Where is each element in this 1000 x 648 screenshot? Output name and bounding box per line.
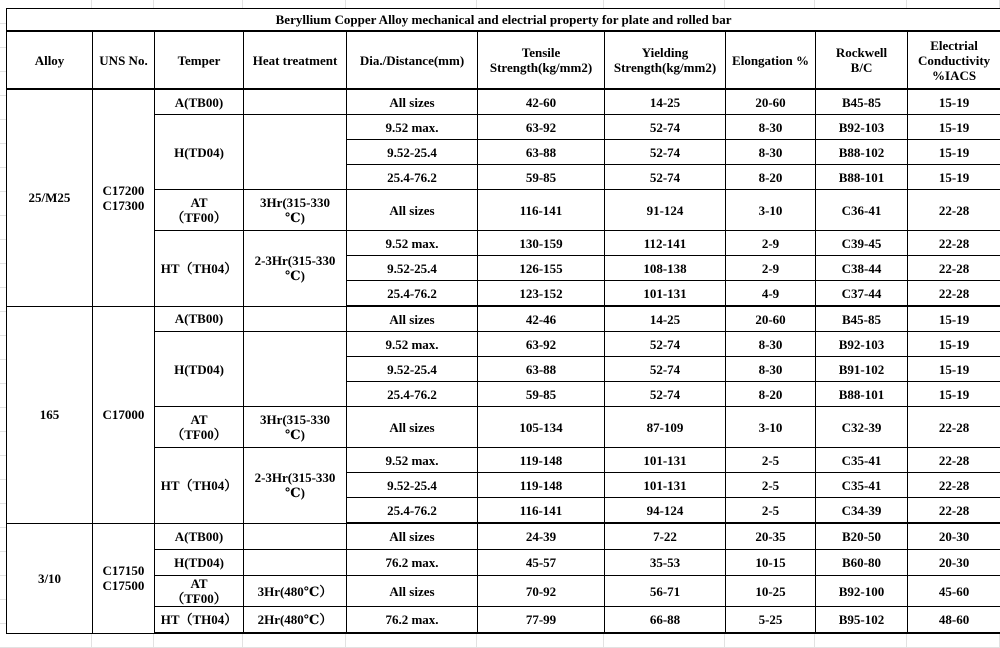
temper-line1: AT	[155, 195, 243, 210]
cell-conductivity: 15-19	[908, 382, 1000, 407]
cell-dia-distance: All sizes	[347, 190, 478, 231]
header-row	[7, 31, 1000, 89]
cell-conductivity: 22-28	[908, 407, 1000, 448]
cell-heat-treatment	[244, 407, 347, 448]
cell-yielding: 94-124	[605, 498, 726, 524]
cell-rockwell: B60-80	[816, 550, 908, 576]
cell-temper	[155, 607, 244, 634]
cell-rockwell: C32-39	[816, 407, 908, 448]
cell-uns	[93, 523, 155, 633]
table-row	[7, 190, 1000, 231]
table-row	[7, 306, 1000, 332]
table-row	[7, 89, 1000, 115]
cell-elongation: 2-5	[726, 498, 816, 524]
cell-conductivity: 20-30	[908, 523, 1000, 550]
header-heat-treatment: Heat treatment	[244, 31, 347, 89]
cell-tensile: 116-141	[478, 498, 605, 524]
heat-line1: 3Hr(315-330	[244, 195, 346, 210]
temper-line1: H(TD04)	[155, 362, 243, 377]
cell-elongation: 2-9	[726, 231, 816, 256]
cell-dia-distance: All sizes	[347, 306, 478, 332]
cell-yielding: 52-74	[605, 165, 726, 190]
heat-line2: ℃)	[244, 485, 346, 500]
heat-line2: ℃)	[244, 268, 346, 283]
cell-dia-distance: 9.52 max.	[347, 332, 478, 357]
cell-dia-distance: All sizes	[347, 576, 478, 607]
cell-tensile: 70-92	[478, 576, 605, 607]
uns-line1: C17200	[93, 183, 154, 198]
cell-yielding: 91-124	[605, 190, 726, 231]
cell-alloy: 165	[7, 306, 93, 523]
cell-temper	[155, 407, 244, 448]
cell-heat-treatment	[244, 576, 347, 607]
cell-yielding: 52-74	[605, 357, 726, 382]
uns-line1: C17150	[93, 563, 154, 578]
cell-tensile: 119-148	[478, 448, 605, 473]
heat-line1: 2-3Hr(315-330	[244, 470, 346, 485]
cell-tensile: 123-152	[478, 281, 605, 307]
cell-dia-distance: 9.52-25.4	[347, 140, 478, 165]
header-conductivity-line1: Electrial	[908, 38, 1000, 53]
cell-tensile: 119-148	[478, 473, 605, 498]
cell-dia-distance: 9.52-25.4	[347, 357, 478, 382]
cell-temper	[155, 231, 244, 307]
temper-line1: HT（TH04）	[155, 612, 243, 627]
cell-dia-distance: 9.52 max.	[347, 115, 478, 140]
table-row	[7, 576, 1000, 607]
cell-conductivity: 45-60	[908, 576, 1000, 607]
table-row	[7, 332, 1000, 357]
table-row	[7, 550, 1000, 576]
temper-line1: AT	[155, 412, 243, 427]
cell-heat-treatment	[244, 231, 347, 307]
cell-yielding: 52-74	[605, 332, 726, 357]
cell-rockwell: C39-45	[816, 231, 908, 256]
cell-dia-distance: 25.4-76.2	[347, 281, 478, 307]
temper-line1: HT（TH04）	[155, 261, 243, 276]
cell-heat-treatment	[244, 607, 347, 634]
cell-elongation: 20-60	[726, 89, 816, 115]
cell-tensile: 77-99	[478, 607, 605, 634]
header-conductivity-line2: Conductivity	[908, 53, 1000, 68]
table-row	[7, 523, 1000, 550]
cell-elongation: 20-60	[726, 306, 816, 332]
header-rockwell-line2: B/C	[816, 60, 907, 75]
cell-tensile: 59-85	[478, 382, 605, 407]
cell-conductivity: 15-19	[908, 140, 1000, 165]
cell-tensile: 126-155	[478, 256, 605, 281]
table-row	[7, 407, 1000, 448]
cell-conductivity: 22-28	[908, 256, 1000, 281]
cell-conductivity: 22-28	[908, 231, 1000, 256]
header-rockwell	[816, 31, 908, 89]
cell-elongation: 2-9	[726, 256, 816, 281]
uns-line2: C17500	[93, 578, 154, 593]
cell-yielding: 52-74	[605, 140, 726, 165]
temper-line1: H(TD04)	[155, 555, 243, 570]
heat-line1: 3Hr(315-330	[244, 412, 346, 427]
cell-elongation: 3-10	[726, 190, 816, 231]
temper-line1: AT	[155, 576, 243, 591]
temper-line2: （TF00）	[155, 210, 243, 225]
cell-heat-treatment	[244, 115, 347, 190]
table-row	[7, 231, 1000, 256]
cell-rockwell: B45-85	[816, 89, 908, 115]
cell-dia-distance: 9.52-25.4	[347, 256, 478, 281]
cell-rockwell: B45-85	[816, 306, 908, 332]
property-table	[6, 8, 1000, 634]
cell-heat-treatment	[244, 523, 347, 550]
cell-conductivity: 15-19	[908, 115, 1000, 140]
cell-heat-treatment	[244, 550, 347, 576]
cell-temper	[155, 306, 244, 332]
uns-line1: C17000	[93, 407, 154, 422]
cell-yielding: 52-74	[605, 115, 726, 140]
temper-line1: H(TD04)	[155, 145, 243, 160]
cell-yielding: 87-109	[605, 407, 726, 448]
table-row	[7, 115, 1000, 140]
temper-line1: A(TB00)	[155, 311, 243, 326]
cell-conductivity: 15-19	[908, 165, 1000, 190]
cell-temper	[155, 448, 244, 524]
cell-tensile: 42-46	[478, 306, 605, 332]
cell-dia-distance: 9.52 max.	[347, 448, 478, 473]
header-yielding-line2: Strength(kg/mm2)	[605, 60, 725, 75]
temper-line2: （TF00）	[155, 427, 243, 442]
cell-yielding: 35-53	[605, 550, 726, 576]
header-tensile	[478, 31, 605, 89]
cell-rockwell: C36-41	[816, 190, 908, 231]
cell-conductivity: 20-30	[908, 550, 1000, 576]
cell-tensile: 63-88	[478, 140, 605, 165]
cell-tensile: 105-134	[478, 407, 605, 448]
cell-heat-treatment	[244, 332, 347, 407]
cell-uns	[93, 306, 155, 523]
uns-line2: C17300	[93, 198, 154, 213]
cell-rockwell: C35-41	[816, 448, 908, 473]
header-temper: Temper	[155, 31, 244, 89]
heat-line1: 3Hr(480℃）	[244, 584, 346, 599]
header-conductivity	[908, 31, 1000, 89]
table-row	[7, 448, 1000, 473]
header-conductivity-line3: %IACS	[908, 68, 1000, 83]
cell-temper	[155, 576, 244, 607]
cell-temper	[155, 523, 244, 550]
header-yielding-line1: Yielding	[605, 45, 725, 60]
cell-dia-distance: 76.2 max.	[347, 607, 478, 634]
heat-line1: 2-3Hr(315-330	[244, 253, 346, 268]
table-row	[7, 607, 1000, 634]
header-yielding	[605, 31, 726, 89]
heat-line1: 2Hr(480℃）	[244, 612, 346, 627]
cell-elongation: 2-5	[726, 473, 816, 498]
cell-elongation: 5-25	[726, 607, 816, 634]
cell-temper	[155, 190, 244, 231]
cell-tensile: 63-88	[478, 357, 605, 382]
cell-yielding: 66-88	[605, 607, 726, 634]
heat-line2: ℃)	[244, 210, 346, 225]
cell-alloy: 3/10	[7, 523, 93, 633]
cell-conductivity: 15-19	[908, 332, 1000, 357]
cell-yielding: 52-74	[605, 382, 726, 407]
cell-rockwell: B88-101	[816, 382, 908, 407]
cell-yielding: 7-22	[605, 523, 726, 550]
header-dia-distance: Dia./Distance(mm)	[347, 31, 478, 89]
cell-elongation: 10-25	[726, 576, 816, 607]
cell-conductivity: 22-28	[908, 473, 1000, 498]
cell-heat-treatment	[244, 448, 347, 524]
cell-elongation: 10-15	[726, 550, 816, 576]
cell-elongation: 3-10	[726, 407, 816, 448]
cell-elongation: 2-5	[726, 448, 816, 473]
cell-elongation: 8-20	[726, 382, 816, 407]
cell-yielding: 101-131	[605, 281, 726, 307]
cell-conductivity: 22-28	[908, 448, 1000, 473]
cell-rockwell: C37-44	[816, 281, 908, 307]
cell-elongation: 8-30	[726, 357, 816, 382]
cell-conductivity: 15-19	[908, 357, 1000, 382]
cell-yielding: 101-131	[605, 448, 726, 473]
cell-rockwell: B92-103	[816, 332, 908, 357]
temper-line1: A(TB00)	[155, 95, 243, 110]
cell-yielding: 14-25	[605, 306, 726, 332]
cell-heat-treatment	[244, 190, 347, 231]
header-tensile-line1: Tensile	[478, 45, 604, 60]
cell-heat-treatment	[244, 306, 347, 332]
cell-rockwell: B92-103	[816, 115, 908, 140]
cell-temper	[155, 115, 244, 190]
cell-conductivity: 22-28	[908, 281, 1000, 307]
cell-tensile: 24-39	[478, 523, 605, 550]
cell-elongation: 20-35	[726, 523, 816, 550]
header-alloy: Alloy	[7, 31, 93, 89]
cell-rockwell: B20-50	[816, 523, 908, 550]
cell-dia-distance: 25.4-76.2	[347, 382, 478, 407]
temper-line2: （TF00）	[155, 591, 243, 606]
cell-elongation: 8-30	[726, 140, 816, 165]
cell-dia-distance: All sizes	[347, 523, 478, 550]
cell-elongation: 8-20	[726, 165, 816, 190]
temper-line1: A(TB00)	[155, 529, 243, 544]
cell-rockwell: C34-39	[816, 498, 908, 524]
cell-yielding: 56-71	[605, 576, 726, 607]
cell-rockwell: C35-41	[816, 473, 908, 498]
cell-elongation: 4-9	[726, 281, 816, 307]
cell-uns	[93, 89, 155, 306]
cell-temper	[155, 332, 244, 407]
cell-rockwell: B91-102	[816, 357, 908, 382]
header-tensile-line2: Strength(kg/mm2)	[478, 60, 604, 75]
cell-conductivity: 22-28	[908, 190, 1000, 231]
cell-conductivity: 15-19	[908, 89, 1000, 115]
cell-dia-distance: All sizes	[347, 89, 478, 115]
cell-tensile: 45-57	[478, 550, 605, 576]
cell-rockwell: B88-101	[816, 165, 908, 190]
cell-heat-treatment	[244, 89, 347, 115]
cell-dia-distance: 25.4-76.2	[347, 165, 478, 190]
cell-dia-distance: 76.2 max.	[347, 550, 478, 576]
cell-dia-distance: 9.52-25.4	[347, 473, 478, 498]
cell-tensile: 63-92	[478, 115, 605, 140]
cell-conductivity: 22-28	[908, 498, 1000, 524]
heat-line2: ℃)	[244, 427, 346, 442]
header-elongation: Elongation %	[726, 31, 816, 89]
cell-dia-distance: All sizes	[347, 407, 478, 448]
cell-rockwell: B88-102	[816, 140, 908, 165]
cell-alloy: 25/M25	[7, 89, 93, 306]
cell-tensile: 59-85	[478, 165, 605, 190]
cell-yielding: 101-131	[605, 473, 726, 498]
table-title: Beryllium Copper Alloy mechanical and electrial property for plate and rolled bar	[7, 9, 1000, 32]
cell-dia-distance: 9.52 max.	[347, 231, 478, 256]
cell-rockwell: C38-44	[816, 256, 908, 281]
cell-dia-distance: 25.4-76.2	[347, 498, 478, 524]
cell-elongation: 8-30	[726, 115, 816, 140]
cell-yielding: 14-25	[605, 89, 726, 115]
cell-tensile: 116-141	[478, 190, 605, 231]
cell-yielding: 112-141	[605, 231, 726, 256]
cell-yielding: 108-138	[605, 256, 726, 281]
cell-tensile: 42-60	[478, 89, 605, 115]
cell-tensile: 130-159	[478, 231, 605, 256]
cell-conductivity: 15-19	[908, 306, 1000, 332]
cell-rockwell: B95-102	[816, 607, 908, 634]
cell-temper	[155, 550, 244, 576]
cell-tensile: 63-92	[478, 332, 605, 357]
cell-temper	[155, 89, 244, 115]
temper-line1: HT（TH04）	[155, 478, 243, 493]
cell-rockwell: B92-100	[816, 576, 908, 607]
header-uns: UNS No.	[93, 31, 155, 89]
header-rockwell-line1: Rockwell	[816, 45, 907, 60]
cell-conductivity: 48-60	[908, 607, 1000, 634]
cell-elongation: 8-30	[726, 332, 816, 357]
